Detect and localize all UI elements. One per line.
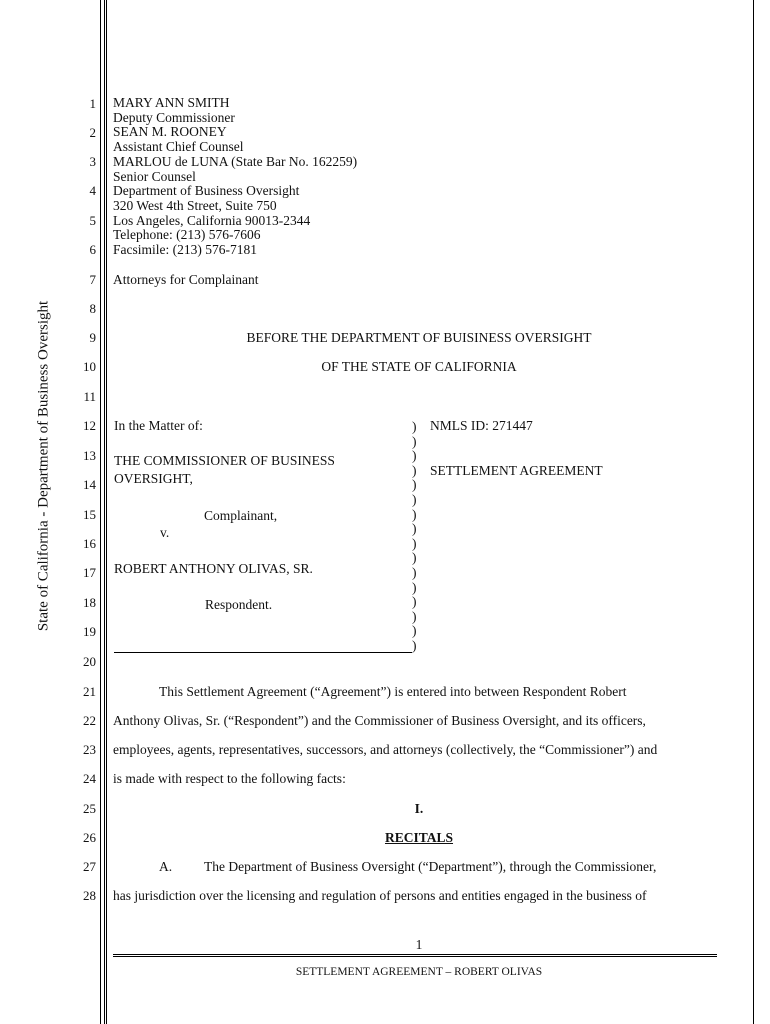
line-number: 18 [83,595,96,610]
counsel-line: Senior Counsel [113,168,196,184]
counsel-line: Facsimile: (213) 576-7181 [113,242,257,258]
paragraph-text-cont: has jurisdiction over the licensing and regulation of persons and entities engaged in the business of [113,888,647,903]
line-number: 16 [83,536,96,551]
nmls-id: NMLS ID: 271447 [430,418,533,433]
line-number: 22 [83,713,96,728]
line-number: 9 [89,330,96,345]
line-number: 4 [89,183,96,198]
matter-label: In the Matter of: [114,418,203,433]
line-number: 27 [83,859,96,874]
line-number: 6 [89,242,96,257]
line-number: 7 [89,272,96,287]
versus: v. [160,525,170,540]
line-number: 10 [83,359,96,374]
line-number: 3 [89,154,96,169]
page-number: 1 [415,937,423,952]
court-heading: BEFORE THE DEPARTMENT OF BUISINESS OVERSIGHT [246,330,592,345]
counsel-line: MARLOU de LUNA (State Bar No. 162259) [113,153,358,169]
margin-rule-left-1 [100,0,101,1024]
footer-rule-2 [113,956,717,957]
footer-rule [113,954,717,955]
paragraph-text: The Department of Business Oversight (“Department”), through the Commissioner, [204,859,657,874]
document-title: SETTLEMENT AGREEMENT [430,463,603,478]
line-number: 5 [89,213,96,228]
counsel-line: Los Angeles, California 90013-2344 [113,212,311,228]
body-line: is made with respect to the following facts: [113,771,346,786]
line-number: 26 [83,830,96,845]
counsel-line: MARY ANN SMITH [113,95,230,110]
complainant-role: Complainant, [204,508,278,523]
line-number: 13 [83,448,96,463]
counsel-line: 320 West 4th Street, Suite 750 [113,197,277,213]
complainant-name: THE COMMISSIONER OF BUSINESS [114,453,335,468]
paragraph-label: A. [159,859,173,874]
body-line: employees, agents, representatives, successors, and attorneys (collectively, the “Commissioner”) and [113,742,658,757]
line-number: 15 [83,507,96,522]
caption-underline [114,652,412,653]
line-number: 8 [89,301,96,316]
sidebar-text: State of California - Department of Business Oversight [35,300,52,632]
counsel-line: Assistant Chief Counsel [113,139,244,155]
line-number: 20 [83,654,96,669]
counsel-line: Telephone: (213) 576-7606 [113,227,261,243]
line-number: 12 [83,418,96,433]
body-line: Anthony Olivas, Sr. (“Respondent”) and the Commissioner of Business Oversight, and its officers, [113,713,646,728]
complainant-name-cont: OVERSIGHT, [114,471,193,486]
footer-text: SETTLEMENT AGREEMENT – ROBERT OLIVAS [295,966,543,978]
line-number: 25 [83,801,96,816]
respondent-name: ROBERT ANTHONY OLIVAS, SR. [114,561,313,576]
counsel-block [113,96,357,258]
line-number: 17 [83,565,96,580]
line-number: 14 [83,477,96,492]
counsel-line: SEAN M. ROONEY [113,124,227,140]
line-number: 24 [83,771,96,786]
margin-rule-right [753,0,754,1024]
line-number: 2 [89,125,96,140]
section-number: I. [414,801,424,816]
line-number: 21 [83,684,96,699]
court-subheading: OF THE STATE OF CALIFORNIA [321,359,517,374]
caption-paren-column: ) ) ) ) ) ) ) ) ) ) ) ) ) ) ) ) [412,419,417,653]
line-number: 11 [83,389,96,404]
line-number: 28 [83,888,96,903]
line-number: 23 [83,742,96,757]
counsel-line: Department of Business Oversight [113,183,300,199]
respondent-role: Respondent. [205,597,273,612]
body-line: This Settlement Agreement (“Agreement”) is entered into between Respondent Robert [159,684,627,699]
line-number: 1 [89,96,96,111]
line-number: 19 [83,624,96,639]
margin-rule-left-2 [104,0,105,1024]
attorneys-for: Attorneys for Complainant [113,272,259,287]
section-title: RECITALS [384,830,454,845]
counsel-line: Deputy Commissioner [113,109,235,125]
margin-rule-left-3 [106,0,107,1024]
